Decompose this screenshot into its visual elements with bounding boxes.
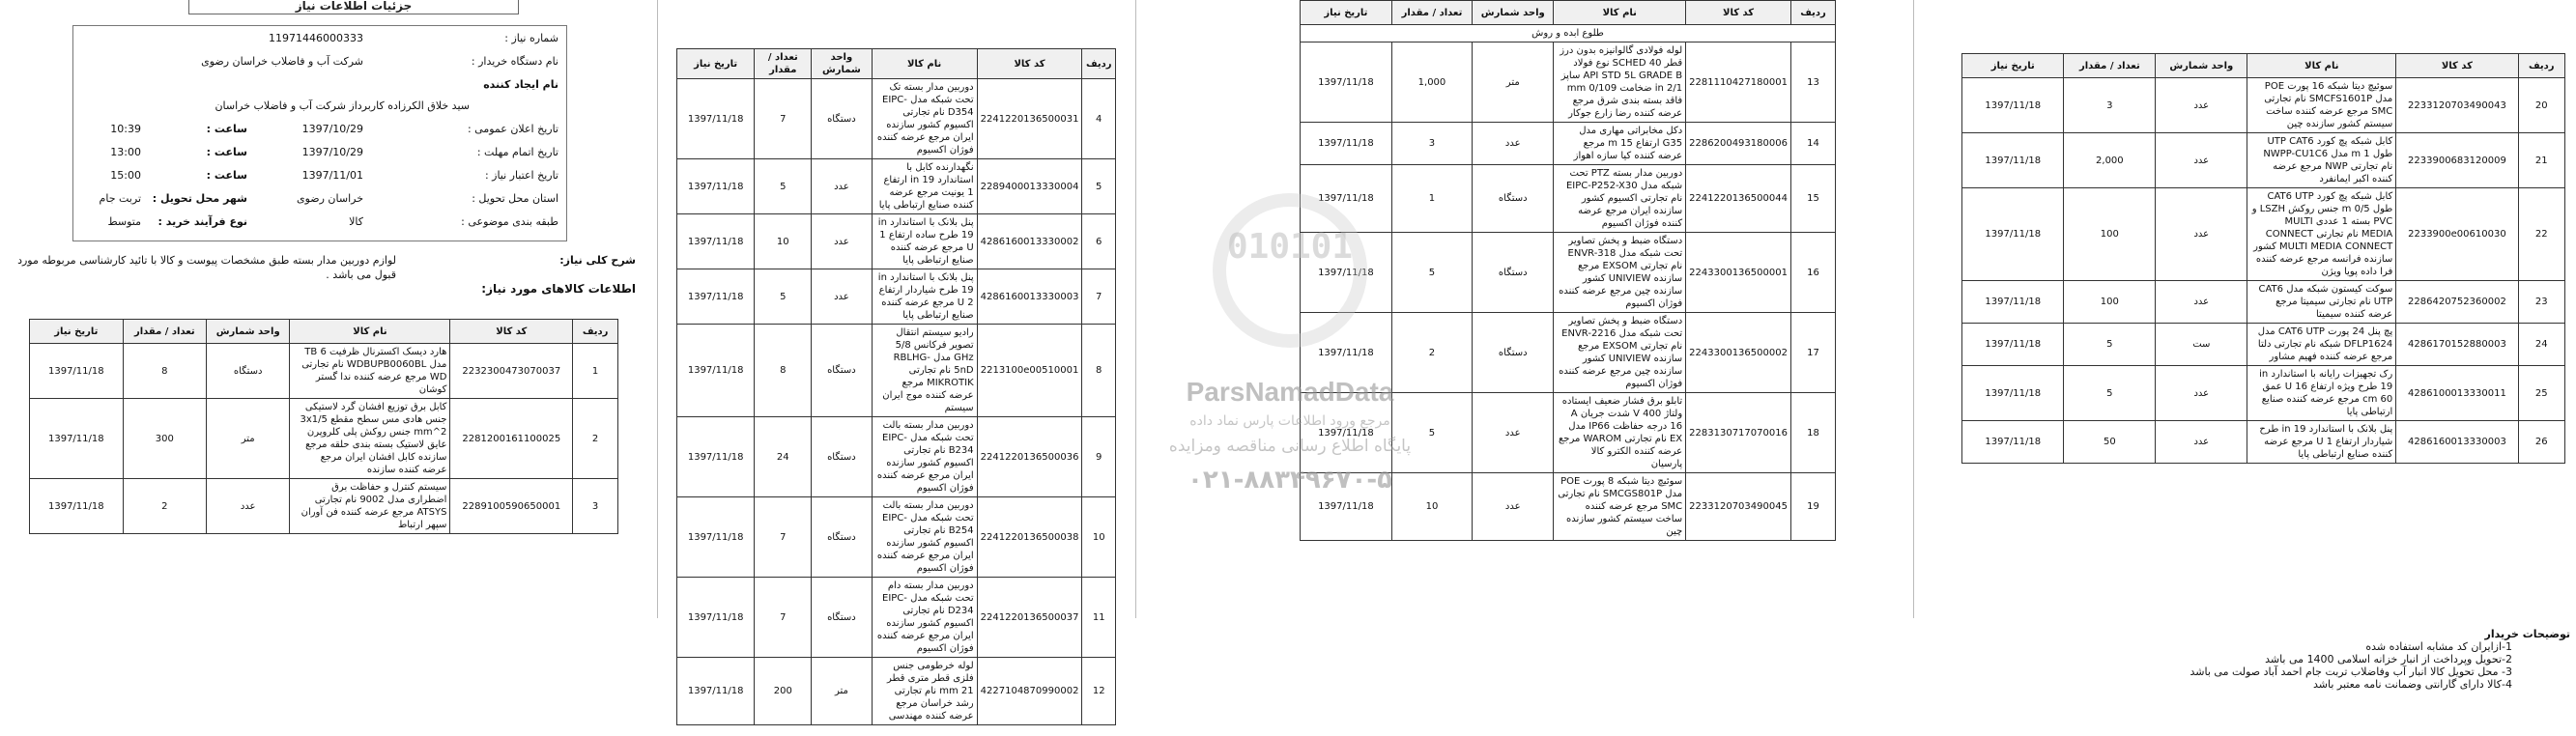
cell-qty: 5 bbox=[1391, 393, 1472, 473]
table-header-row bbox=[677, 49, 1116, 79]
cell-row: 8 bbox=[1082, 325, 1116, 417]
cell-unit: عدد bbox=[1473, 123, 1554, 165]
cell-code: 2233900683120009 bbox=[2396, 133, 2518, 188]
cell-code: 2241220136500038 bbox=[977, 497, 1082, 578]
cell-date: 1397/11/18 bbox=[30, 479, 124, 534]
cell-code: 2233120703490043 bbox=[2396, 78, 2518, 133]
cell-qty: 7 bbox=[755, 497, 812, 578]
reply-deadline-value: 1397/10/29 bbox=[301, 146, 363, 158]
page-1 bbox=[0, 0, 638, 618]
table-row bbox=[1301, 42, 1836, 123]
delivery-province-label: استان محل تحویل : bbox=[472, 192, 558, 205]
cell-name: دوربین مدار بسته تک تحت شبکه مدل EIPC-D354 نام تجارتی اکسیوم کشور سازنده ایران مرجع عرضه کننده فوژان اکسیوم bbox=[872, 79, 977, 159]
col-qty: تعداد / مقدار bbox=[755, 49, 812, 79]
watermark-seal: 010101 bbox=[1213, 193, 1367, 348]
cell-qty: 2 bbox=[1391, 313, 1472, 393]
cell-qty: 1 bbox=[1391, 165, 1472, 233]
cell-date: 1397/11/18 bbox=[1962, 324, 2064, 366]
cell-code: 2243300136500002 bbox=[1686, 313, 1791, 393]
table-row bbox=[1301, 165, 1836, 233]
cell-qty: 5 bbox=[755, 159, 812, 214]
cell-code: 4286170152880003 bbox=[2396, 324, 2518, 366]
cell-row: 22 bbox=[2518, 188, 2564, 281]
cell-unit: دستگاه bbox=[812, 325, 872, 417]
cell-code: 4286160013330002 bbox=[977, 214, 1082, 269]
cell-qty: 2,000 bbox=[2064, 133, 2156, 188]
cell-name: پنل بلانک با استاندارد in 19 طرح شیاردار ارتفاع 1 U مرجع عرضه کننده صنایع ارتباطی پایا bbox=[2247, 421, 2396, 464]
cell-name: پنل بلانک با استاندارد in 19 طرح ساده ارتفاع 1 U مرجع عرضه کننده صنایع ارتباطی پایا bbox=[872, 214, 977, 269]
cell-qty: 3 bbox=[2064, 78, 2156, 133]
cell-row: 7 bbox=[1082, 269, 1116, 325]
cell-code: 2289100590650001 bbox=[450, 479, 573, 534]
cell-date: 1397/11/18 bbox=[677, 658, 755, 725]
page-divider bbox=[1135, 0, 1136, 618]
cell-name: تابلو برق فشار ضعیف ایستاده ولتاژ V 400 شدت جریان A 16 درجه حفاظت IP66 مدل EX نام تجارتی WAROM مرجع عرضه کننده الکترو کالا پارسیان bbox=[1554, 393, 1686, 473]
announce-date-value: 1397/10/29 bbox=[301, 123, 363, 135]
table-row bbox=[30, 344, 618, 399]
cell-unit: دستگاه bbox=[206, 344, 289, 399]
cell-code: 2241220136500044 bbox=[1686, 165, 1791, 233]
table-row bbox=[1301, 473, 1836, 541]
reply-deadline-label: تاریخ اتمام مهلت : bbox=[476, 146, 558, 158]
cell-date: 1397/11/18 bbox=[1301, 42, 1392, 123]
need-number-value: 11971446000333 bbox=[269, 32, 363, 44]
cell-name: هارد دیسک اکسترنال ظرفیت 6 TB مدل WDBUPB0060BL نام تجارتی WD مرجع عرضه کننده ندا گستر کوشان bbox=[290, 344, 450, 399]
cell-qty: 8 bbox=[123, 344, 206, 399]
cell-row: 12 bbox=[1082, 658, 1116, 725]
page-4 bbox=[1961, 0, 2570, 618]
cell-name: دستگاه ضبط و پخش تصاویر تحت شبکه مدل ENVR-318 نام تجارتی EXSOM مرجع سازنده UNIVIEW کشور سازنده چین مرجع عرضه کننده فوژان اکسیوم bbox=[1554, 233, 1686, 313]
need-number-label: شماره نیاز : bbox=[504, 32, 558, 44]
cell-date: 1397/11/18 bbox=[1301, 165, 1392, 233]
cell-row: 11 bbox=[1082, 578, 1116, 658]
page-header-title: جزئیات اطلاعات نیاز bbox=[188, 0, 519, 14]
creator-label: نام ایجاد کننده bbox=[483, 78, 558, 91]
delivery-city-label: شهر محل تحویل : bbox=[152, 192, 247, 205]
cell-unit: دستگاه bbox=[1473, 165, 1554, 233]
cell-date: 1397/11/18 bbox=[1962, 188, 2064, 281]
reply-time-label: ساعت : bbox=[206, 146, 247, 158]
watermark-line-2: پایگاه اطلاع رسانی مناقصه ومزایده bbox=[1168, 437, 1412, 456]
cell-unit: عدد bbox=[812, 214, 872, 269]
cell-date: 1397/11/18 bbox=[1962, 421, 2064, 464]
cell-unit: عدد bbox=[1473, 393, 1554, 473]
cell-name: پنل بلانک با استاندارد in 19 طرح شیاردار ارتفاع 2 U مرجع عرضه کننده صنایع ارتباطی پایا bbox=[872, 269, 977, 325]
cell-unit: دستگاه bbox=[812, 578, 872, 658]
cell-date: 1397/11/18 bbox=[677, 497, 755, 578]
cell-qty: 2 bbox=[123, 479, 206, 534]
classification-value: کالا bbox=[349, 215, 363, 228]
description-label: شرح کلی نیاز: bbox=[559, 254, 636, 267]
cell-code: 2213100e00510001 bbox=[977, 325, 1082, 417]
cell-qty: 7 bbox=[755, 578, 812, 658]
cell-code: 2232300473070037 bbox=[450, 344, 573, 399]
col-unit: واحد شمارش bbox=[812, 49, 872, 79]
table-row bbox=[1301, 313, 1836, 393]
cell-date: 1397/11/18 bbox=[677, 269, 755, 325]
table-row bbox=[1962, 133, 2565, 188]
watermark-brand: ParsNamadData bbox=[1186, 377, 1394, 407]
cell-row: 18 bbox=[1790, 393, 1835, 473]
buyer-note-line: 1-ازایران کد مشابه استفاده شده bbox=[2365, 640, 2512, 653]
col-name: نام کالا bbox=[2247, 54, 2396, 78]
cell-unit: عدد bbox=[812, 269, 872, 325]
cell-date: 1397/11/18 bbox=[1301, 233, 1392, 313]
cell-date: 1397/11/18 bbox=[677, 325, 755, 417]
cell-date: 1397/11/18 bbox=[677, 159, 755, 214]
watermark-line-1: مرجع ورود اطلاعات پارس نماد داده bbox=[1189, 413, 1390, 429]
col-qty: تعداد / مقدار bbox=[123, 320, 206, 344]
cell-date: 1397/11/18 bbox=[1301, 123, 1392, 165]
section-title-row bbox=[1301, 25, 1836, 42]
table-row bbox=[1962, 78, 2565, 133]
cell-name: کابل شبکه پچ کورد UTP CAT6 طول m 1 مدل NWPP-CU1C6 نام تجارتی NWP مرجع عرضه کننده اکبر ایمانفرد bbox=[2247, 133, 2396, 188]
col-name: نام کالا bbox=[872, 49, 977, 79]
process-value: متوسط bbox=[107, 215, 141, 228]
cell-date: 1397/11/18 bbox=[677, 214, 755, 269]
items-table-page-2 bbox=[676, 48, 1116, 725]
cell-row: 9 bbox=[1082, 417, 1116, 497]
cell-name: رادیو سیستم انتقال تصویر فرکانس 5/8 GHz مدل RBLHG-5nD نام تجارتی MIKROTIK مرجع عرضه کننده موج ایران سیستم bbox=[872, 325, 977, 417]
cell-date: 1397/11/18 bbox=[30, 344, 124, 399]
cell-name: دوربین مدار بسته PTZ تحت شبکه مدل EIPC-P252-X30 نام تجارتی اکسیوم کشور سازنده ایران مرجع عرضه کننده فوژان اکسیوم bbox=[1554, 165, 1686, 233]
page-2 bbox=[676, 0, 1121, 722]
table-row bbox=[30, 479, 618, 534]
cell-name: دوربین مدار بسته بالت تحت شبکه مدل EIPC-B254 نام تجارتی اکسیوم کشور سازنده ایران مرجع عرضه کننده فوژان اکسیوم bbox=[872, 497, 977, 578]
cell-unit: دستگاه bbox=[812, 79, 872, 159]
cell-date: 1397/11/18 bbox=[1301, 473, 1392, 541]
cell-row: 14 bbox=[1790, 123, 1835, 165]
cell-code: 2233900e00610030 bbox=[2396, 188, 2518, 281]
buyer-notes bbox=[1961, 628, 2570, 691]
cell-code: 2281200161100025 bbox=[450, 399, 573, 479]
cell-code: 2286200493180006 bbox=[1686, 123, 1791, 165]
col-unit: واحد شمارش bbox=[1473, 1, 1554, 25]
cell-row: 5 bbox=[1082, 159, 1116, 214]
cell-name: سوئیچ دیتا شبکه 8 پورت POE مدل SMCGS801P نام تجارتی SMC مرجع عرضه کننده ساخت سیستم کشور سازنده چین bbox=[1554, 473, 1686, 541]
table-row bbox=[677, 658, 1116, 725]
table-header-row bbox=[1301, 1, 1836, 25]
cell-row: 16 bbox=[1790, 233, 1835, 313]
cell-unit: عدد bbox=[2156, 133, 2247, 188]
table-row bbox=[1301, 123, 1836, 165]
col-unit: واحد شمارش bbox=[206, 320, 289, 344]
table-row bbox=[30, 399, 618, 479]
cell-unit: عدد bbox=[812, 159, 872, 214]
table-row bbox=[677, 497, 1116, 578]
cell-name: سوکت کیستون شبکه مدل CAT6 UTP نام تجارتی سیمیتا مرجع عرضه کننده سیمیتا bbox=[2247, 281, 2396, 324]
page-divider bbox=[1913, 0, 1914, 618]
col-unit: واحد شمارش bbox=[2156, 54, 2247, 78]
announce-date-label: تاریخ اعلان عمومی : bbox=[467, 123, 558, 135]
cell-name: دوربین مدار بسته بالت تحت شبکه مدل EIPC-B234 نام تجارتی اکسیوم کشور سازنده ایران مرجع عرضه کننده فوژان اکسیوم bbox=[872, 417, 977, 497]
cell-date: 1397/11/18 bbox=[677, 578, 755, 658]
table-row bbox=[677, 79, 1116, 159]
classification-label: طبقه بندی موضوعی : bbox=[461, 215, 558, 228]
cell-row: 23 bbox=[2518, 281, 2564, 324]
cell-row: 20 bbox=[2518, 78, 2564, 133]
table-row bbox=[677, 214, 1116, 269]
cell-code: 2283130717070016 bbox=[1686, 393, 1791, 473]
cell-qty: 50 bbox=[2064, 421, 2156, 464]
cell-unit: متر bbox=[812, 658, 872, 725]
col-row: ردیف bbox=[573, 320, 618, 344]
cell-code: 4286100013330011 bbox=[2396, 366, 2518, 421]
cell-date: 1397/11/18 bbox=[677, 417, 755, 497]
cell-name: کابل برق توزیع افشان گرد لاستیکی جنس هادی مس سطح مقطع 3x1/5 mm^2 جنس روکش پلی کلروپرن عایق لاستیک بسته بندی حلقه مرجع سازنده کابل افشان ایران مرجع عرضه کننده سازنده bbox=[290, 399, 450, 479]
delivery-province-value: خراسان رضوی bbox=[296, 192, 363, 205]
cell-row: 2 bbox=[573, 399, 618, 479]
table-row bbox=[1962, 421, 2565, 464]
cell-code: 4286160013330003 bbox=[2396, 421, 2518, 464]
cell-date: 1397/11/18 bbox=[30, 399, 124, 479]
cell-qty: 10 bbox=[755, 214, 812, 269]
items-table-page-4 bbox=[1961, 53, 2565, 464]
table-header-row bbox=[30, 320, 618, 344]
cell-code: 4286160013330003 bbox=[977, 269, 1082, 325]
col-date: تاریخ نیاز bbox=[1301, 1, 1392, 25]
cell-name: لوله فولادی گالوانیزه بدون درز قطر 40 SCHED نوع فولاد API STD 5L GRADE B ساپز in 2/1 ضخامت mm 0/109 فاقد بسته بندی شرق مرجع عرضه کننده رضا زارع جوکار bbox=[1554, 42, 1686, 123]
cell-name: سیستم کنترل و حفاظت برق اضطراری مدل 9002 نام تجارتی ATSYS مرجع عرضه کننده فن آوران سپهر ارتباط bbox=[290, 479, 450, 534]
col-date: تاریخ نیاز bbox=[677, 49, 755, 79]
table-row bbox=[1962, 281, 2565, 324]
table-row bbox=[1962, 188, 2565, 281]
cell-qty: 100 bbox=[2064, 281, 2156, 324]
announce-time-value: 10:39 bbox=[110, 123, 141, 135]
cell-row: 21 bbox=[2518, 133, 2564, 188]
cell-row: 13 bbox=[1790, 42, 1835, 123]
need-info-box bbox=[72, 25, 567, 241]
table-row bbox=[677, 269, 1116, 325]
cell-name: کابل شبکه پچ کورد CAT6 UTP طول m 0/5 جنس روکش LSZH و PVC بسته 1 عددی MULTI MEDIA نام تجارتی CONNECT MULTI MEDIA CONNECT کشور سازنده فرانسه مرجع عرضه کننده فرا داده پویا ویژن bbox=[2247, 188, 2396, 281]
cell-qty: 200 bbox=[755, 658, 812, 725]
cell-row: 6 bbox=[1082, 214, 1116, 269]
cell-date: 1397/11/18 bbox=[1962, 281, 2064, 324]
cell-unit: دستگاه bbox=[1473, 233, 1554, 313]
reply-time-value: 13:00 bbox=[110, 146, 141, 158]
col-name: نام کالا bbox=[1554, 1, 1686, 25]
announce-time-label: ساعت : bbox=[206, 123, 247, 135]
cell-name: نگهدارنده کابل با استاندارد in 19 ارتفاع 1 یونیت مرجع عرضه کننده صنایع ارتباطی پایا bbox=[872, 159, 977, 214]
items-table-page-1 bbox=[29, 319, 618, 534]
col-row: ردیف bbox=[2518, 54, 2564, 78]
cell-row: 3 bbox=[573, 479, 618, 534]
cell-date: 1397/11/18 bbox=[1962, 366, 2064, 421]
table-row bbox=[677, 578, 1116, 658]
cell-qty: 8 bbox=[755, 325, 812, 417]
table-row bbox=[677, 325, 1116, 417]
delivery-city-value: تربت جام bbox=[99, 192, 141, 205]
cell-unit: دستگاه bbox=[812, 417, 872, 497]
cell-unit: عدد bbox=[1473, 473, 1554, 541]
cell-row: 1 bbox=[573, 344, 618, 399]
cell-name: پچ پنل 24 پورت CAT6 UTP مدل DFLP1624 شبکه نام تجارتی دلتا مرجع عرضه کننده فهیم مشاور bbox=[2247, 324, 2396, 366]
col-row: ردیف bbox=[1790, 1, 1835, 25]
col-code: کد کالا bbox=[977, 49, 1082, 79]
cell-code: 2289400013330004 bbox=[977, 159, 1082, 214]
validity-time-label: ساعت : bbox=[206, 169, 247, 182]
buyer-note-line: 3- محل تحویل کالا انبار آب وفاضلاب تربت جام احمد آباد صولت می باشد bbox=[2190, 665, 2512, 678]
cell-qty: 7 bbox=[755, 79, 812, 159]
cell-code: 2241220136500036 bbox=[977, 417, 1082, 497]
col-code: کد کالا bbox=[1686, 1, 1791, 25]
section-title: طلوع ابده و روش bbox=[1301, 25, 1836, 42]
cell-unit: دستگاه bbox=[812, 497, 872, 578]
cell-qty: 10 bbox=[1391, 473, 1472, 541]
cell-unit: عدد bbox=[2156, 188, 2247, 281]
col-date: تاریخ نیاز bbox=[30, 320, 124, 344]
cell-unit: عدد bbox=[2156, 281, 2247, 324]
cell-date: 1397/11/18 bbox=[1962, 133, 2064, 188]
cell-unit: متر bbox=[1473, 42, 1554, 123]
col-date: تاریخ نیاز bbox=[1962, 54, 2064, 78]
col-code: کد کالا bbox=[2396, 54, 2518, 78]
buyer-notes-title: توضیحات خریدار bbox=[2484, 628, 2570, 640]
creator-value: سید خلاق الکرزاده کاربرداز شرکت آب و فاضلاب خراسان bbox=[215, 99, 470, 112]
cell-row: 17 bbox=[1790, 313, 1835, 393]
cell-qty: 1,000 bbox=[1391, 42, 1472, 123]
cell-code: 2243300136500001 bbox=[1686, 233, 1791, 313]
validity-date-label: تاریخ اعتبار نیاز : bbox=[484, 169, 558, 182]
col-qty: تعداد / مقدار bbox=[2064, 54, 2156, 78]
description-text: لوازم دوربین مدار بسته طبق مشخصات پیوست و کالا با تائید کارشناسی مربوطه مورد قبول می باشد . bbox=[17, 254, 396, 281]
page-divider bbox=[657, 0, 658, 618]
cell-qty: 100 bbox=[2064, 188, 2156, 281]
cell-name: دکل مخابراتی مهاری مدل G35 ارتفاع m 15 مرجع عرضه کننده کیا سازه اهواز bbox=[1554, 123, 1686, 165]
cell-name: دستگاه ضبط و پخش تصاویر تحت شبکه مدل ENVR-2216 نام تجارتی EXSOM مرجع سازنده UNIVIEW کشور سازنده چین مرجع عرضه کننده فوژان اکسیوم bbox=[1554, 313, 1686, 393]
table-header-row bbox=[1962, 54, 2565, 78]
table-row bbox=[1301, 233, 1836, 313]
cell-code: 2286420752360002 bbox=[2396, 281, 2518, 324]
cell-row: 25 bbox=[2518, 366, 2564, 421]
cell-row: 26 bbox=[2518, 421, 2564, 464]
cell-code: 4227104870990002 bbox=[977, 658, 1082, 725]
buyer-label: نام دستگاه خریدار : bbox=[471, 55, 558, 68]
col-row: ردیف bbox=[1082, 49, 1116, 79]
cell-code: 2281110427180001 bbox=[1686, 42, 1791, 123]
cell-date: 1397/11/18 bbox=[1301, 313, 1392, 393]
table-row bbox=[1962, 324, 2565, 366]
items-table-page-3 bbox=[1300, 0, 1836, 541]
watermark-phone: ۰۲۱-۸۸۳۴۹۶۷۰-۵ bbox=[1187, 466, 1392, 495]
cell-row: 4 bbox=[1082, 79, 1116, 159]
cell-qty: 5 bbox=[1391, 233, 1472, 313]
cell-qty: 5 bbox=[2064, 366, 2156, 421]
table-row bbox=[677, 417, 1116, 497]
cell-unit: متر bbox=[206, 399, 289, 479]
cell-name: سوئیچ دیتا شبکه 16 پورت POE مدل SMCFS1601P نام تجارتی SMC مرجع عرضه کننده ساخت سیستم کشور سازنده چین bbox=[2247, 78, 2396, 133]
cell-date: 1397/11/18 bbox=[1962, 78, 2064, 133]
col-qty: تعداد / مقدار bbox=[1391, 1, 1472, 25]
cell-name: لوله خرطومی جنس فلزی قطر متری قطر mm 21 نام تجارتی رشد خراسان مرجع عرضه کننده مهندسی bbox=[872, 658, 977, 725]
cell-qty: 24 bbox=[755, 417, 812, 497]
cell-unit: عدد bbox=[2156, 78, 2247, 133]
cell-qty: 5 bbox=[755, 269, 812, 325]
validity-time-value: 15:00 bbox=[110, 169, 141, 182]
cell-row: 19 bbox=[1790, 473, 1835, 541]
page-3 bbox=[1300, 0, 1841, 618]
cell-code: 2233120703490045 bbox=[1686, 473, 1791, 541]
col-name: نام کالا bbox=[290, 320, 450, 344]
col-code: کد کالا bbox=[450, 320, 573, 344]
validity-date-value: 1397/11/01 bbox=[301, 169, 363, 182]
cell-unit: عدد bbox=[206, 479, 289, 534]
cell-row: 24 bbox=[2518, 324, 2564, 366]
cell-qty: 300 bbox=[123, 399, 206, 479]
process-label: نوع فرآیند خرید : bbox=[157, 215, 247, 228]
cell-unit: عدد bbox=[2156, 366, 2247, 421]
table-row bbox=[1301, 393, 1836, 473]
cell-date: 1397/11/18 bbox=[677, 79, 755, 159]
items-title: اطلاعات کالاهای مورد نیاز: bbox=[481, 282, 636, 296]
table-row bbox=[677, 159, 1116, 214]
cell-row: 10 bbox=[1082, 497, 1116, 578]
cell-name: دوربین مدار بسته دام تحت شبکه مدل EIPC-D234 نام تجارتی اکسیوم کشور سازنده ایران مرجع عرضه کننده فوژان اکسیوم bbox=[872, 578, 977, 658]
cell-row: 15 bbox=[1790, 165, 1835, 233]
buyer-value: شرکت آب و فاضلاب خراسان رضوی bbox=[201, 55, 363, 68]
cell-qty: 3 bbox=[1391, 123, 1472, 165]
table-row bbox=[1962, 366, 2565, 421]
cell-qty: 5 bbox=[2064, 324, 2156, 366]
cell-unit: عدد bbox=[2156, 421, 2247, 464]
cell-code: 2241220136500031 bbox=[977, 79, 1082, 159]
cell-name: رک تجهیزات رایانه با استاندارد in 19 طرح ویژه ارتفاع U 16 عمق cm 60 مرجع عرضه کننده صنایع ارتباطی پایا bbox=[2247, 366, 2396, 421]
cell-date: 1397/11/18 bbox=[1301, 393, 1392, 473]
buyer-note-line: 4-کالا دارای گارانتی وضمانت نامه معتبر باشد bbox=[2313, 678, 2512, 691]
cell-unit: ست bbox=[2156, 324, 2247, 366]
cell-code: 2241220136500037 bbox=[977, 578, 1082, 658]
buyer-note-line: 2-تحویل وپرداخت از انبار خزانه اسلامی 1400 می باشد bbox=[2265, 653, 2512, 665]
cell-unit: دستگاه bbox=[1473, 313, 1554, 393]
